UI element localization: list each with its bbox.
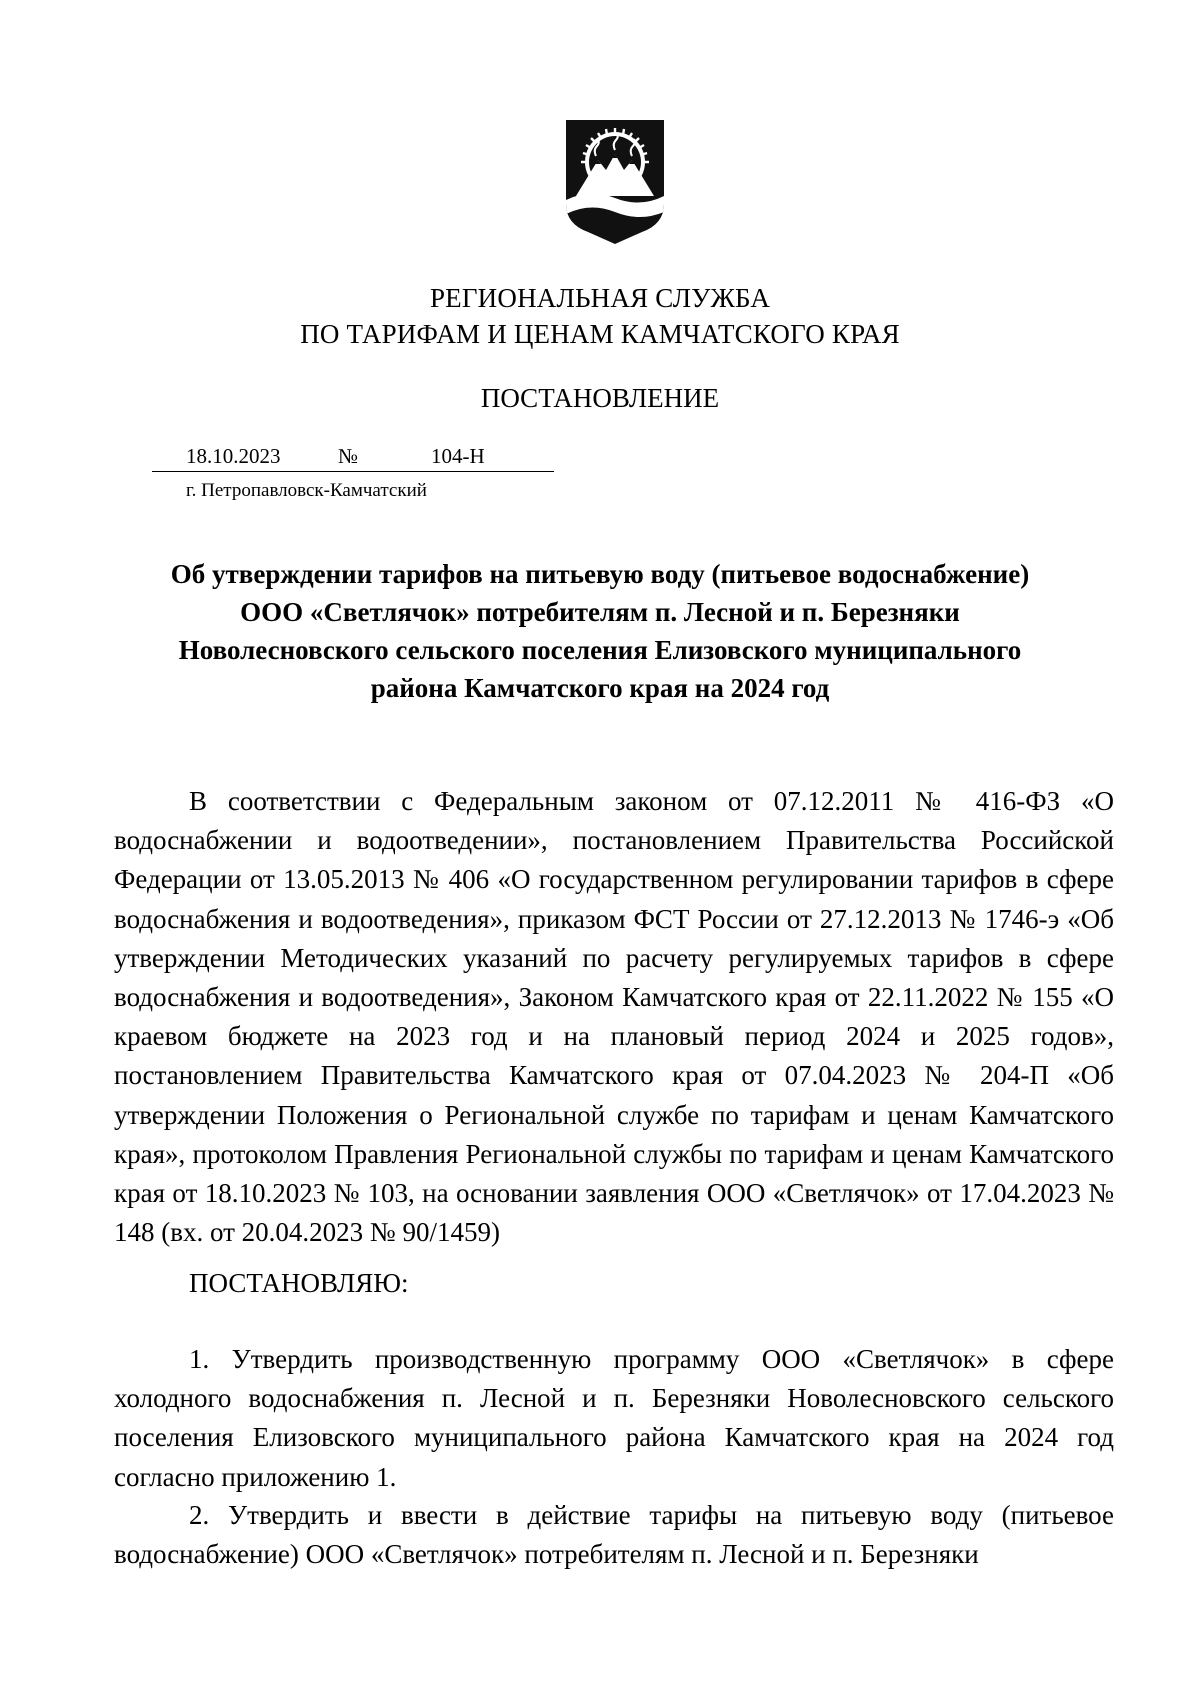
document-title-line: Об утверждении тарифов на питьевую воду (питьевое водоснабжение) [170, 559, 1030, 589]
item-2-paragraph: 2. Утвердить и ввести в действие тарифы на питьевую воду (питьевое водоснабжение) ООО «Светлячок» потребителям п. Лесной и п. Березняки [114, 1500, 1114, 1570]
document-date-number-line [152, 444, 554, 474]
document-title-line: ООО «Светлячок» потребителям п. Лесной и п. Березняки [240, 597, 960, 627]
legal-basis-paragraph: В соответствии с Федеральным законом от 07.12.2011 № 416-ФЗ «О водоснабжении и водоотведении», постановлением Правительства Российской Федерации от 13.05.2013 № 406 «О государственном регулировании тарифов в сфере водоснабжения и водоотведения», приказом ФСТ России от 27.12.2013 № 1746-э «Об утверждении Методических указаний по расчету регулируемых тарифов в сфере водоснабжения и водоотведения», Законом Камчатского края от 22.11.2022 № 155 «О краевом бюджете на 2023 год и на плановый период 2024 и 2025 годов», постановлением Правительства Камчатского края от 07.04.2023 № 204-П «Об утверждении Положения о Региональной службе по тарифам и ценам Камчатского края», протоколом Правления Региональной службы по тарифам и ценам Камчатского края от 18.10.2023 № 103, на основании заявления ООО «Светлячок» от 17.04.2023 № 148 (вх. от 20.04.2023 № 90/1459) [114, 786, 1114, 1248]
document-title-line: района Камчатского края на 2024 год [370, 673, 830, 703]
kamchatka-coat-of-arms-icon [562, 118, 668, 246]
document-title [0, 555, 1200, 707]
organization-name [0, 280, 1200, 352]
date-number-underline [152, 471, 554, 472]
organization-name-line2: ПО ТАРИФАМ И ЦЕНАМ КАМЧАТСКОГО КРАЯ [300, 319, 900, 349]
organization-name-line1: РЕГИОНАЛЬНАЯ СЛУЖБА [429, 283, 771, 313]
issue-place: г. Петропавловск-Камчатский [186, 480, 427, 501]
number-sign: № [338, 444, 359, 468]
item-1-paragraph: 1. Утвердить производственную программу ООО «Светлячок» в сфере холодного водоснабжения п. Лесной и п. Березняки Новолесновского сельского поселения Елизовского муниципального района Камчатского края на 2024 год согласно приложению 1. [114, 1344, 1114, 1492]
document-title-line: Новолесновского сельского поселения Елизовского муниципального [178, 635, 1022, 665]
document-type: ПОСТАНОВЛЕНИЕ [480, 383, 720, 413]
decree-word: ПОСТАНОВЛЯЮ: [189, 1268, 409, 1298]
document-number: 104-Н [431, 444, 485, 468]
document-date: 18.10.2023 [186, 444, 281, 468]
